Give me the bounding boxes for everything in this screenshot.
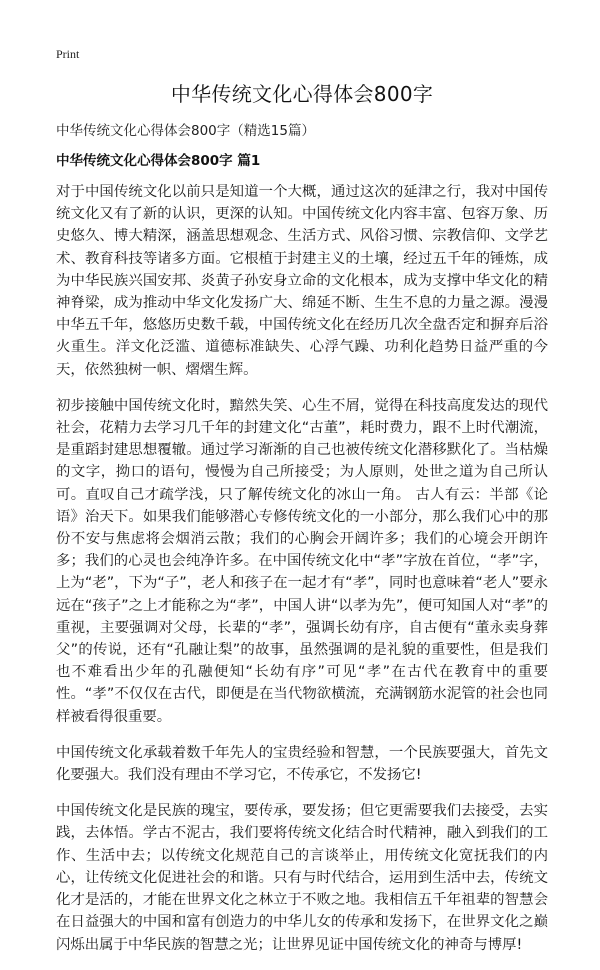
document-subtitle: 中华传统文化心得体会800字（精选15篇） [56,123,315,139]
paragraph: 中国传统文化是民族的瑰宝，要传承，要发扬；但它更需要我们去接受，去实践，去体悟。学古不泥古，我们要将传统文化结合时代精神，融入到我们的工作、生活中去；以传统文化规范自己的言谈举止，用传统文化宽抚我们的内心，让传统文化促进社会的和谐。只有与时代结合，运用到生活中去，传统文化才是活的，才能在世界文化之林立于不败之地。我相信五千年祖辈的智慧会在日益强大的中国和富有创造力的中华儿女的传承和发扬下，在世界文化之巅闪烁出属于中华民族的智慧之光；让世界见证中国传统文化的神奇与博厚! [56,803,548,953]
print-label: Print [56,47,80,61]
paragraph: 中国传统文化承载着数千年先人的宝贵经验和智慧，一个民族要强大，首先文化要强大。我们没有理由不学习它，不传承它，不发扬它! [56,744,548,784]
page-title: 中华传统文化心得体会800字 [170,82,434,106]
paragraph: 对于中国传统文化以前只是知道一个大概，通过这次的延津之行，我对中国传统文化又有了新的认识，更深的认知。中国传统文化内容丰富、包容万象、历史悠久、博大精深，涵盖思想观念、生活方式、风俗习惯、宗教信仰、文学艺术、教育科技等诸多方面。它根植于封建主义的土壤，经过五千年的锤炼，成为中华民族兴国安邦、炎黄子孙安身立命的文化根本，成为支撑中华文化的精神脊梁，成为推动中华文化发扬广大、绵延不断、生生不息的力量之源。漫漫中华五千年，悠悠历史数千载，中国传统文化在经历几次全盘否定和摒弃后浴火重生。洋文化泛滥、道德标准缺失、心浮气躁、功利化趋势日益严重的今天，依然独树一帜、熠熠生辉。 [56,184,548,378]
paragraph: 初步接触中国传统文化时，黯然失笑、心生不屑，觉得在科技高度发达的现代社会，花精力去学习几千年的封建文化“古董”，耗时费力，跟不上时代潮流，是重蹈封建思想覆辙。通过学习渐渐的自己也被传统文化潜移默化了。当枯燥的文字，拗口的语句，慢慢为自己所接受；为人原则，处世之道为自己所认可。直叹自己才疏学浅，只了解传统文化的冰山一角。 古人有云：半部《论语》治天下。如果我们能够潜心专修传统文化的一小部分，那么我们心中的那份不安与焦虑将会烟消云散；我们的心胸会开阔许多；我们的心境会开朗许多；我们的心灵也会纯净许多。在中国传统文化中“孝”字放在首位，“孝”字，上为“老”，下为“子”，老人和孩子在一起才有“孝”，同时也意味着“老人”要永远在“孩子”之上才能称之为“孝”，中国人讲“以孝为先”，便可知国人对“孝”的重视，主要强调对父母，长辈的“孝”，强调长幼有序，自古便有“董永卖身葬父”的传说，还有“孔融让梨”的故事，虽然强调的是礼貌的重要性，但是我们也不难看出少年的孔融便知“长幼有序”可见“孝”在古代在教育中的重要性。“孝”不仅仅在古代，即便是在当代物欲横流，充满钢筋水泥管的社会也同样被看得很重要。 [56,397,548,725]
article-body [56,181,548,970]
section-heading: 中华传统文化心得体会800字 篇1 [56,153,261,169]
